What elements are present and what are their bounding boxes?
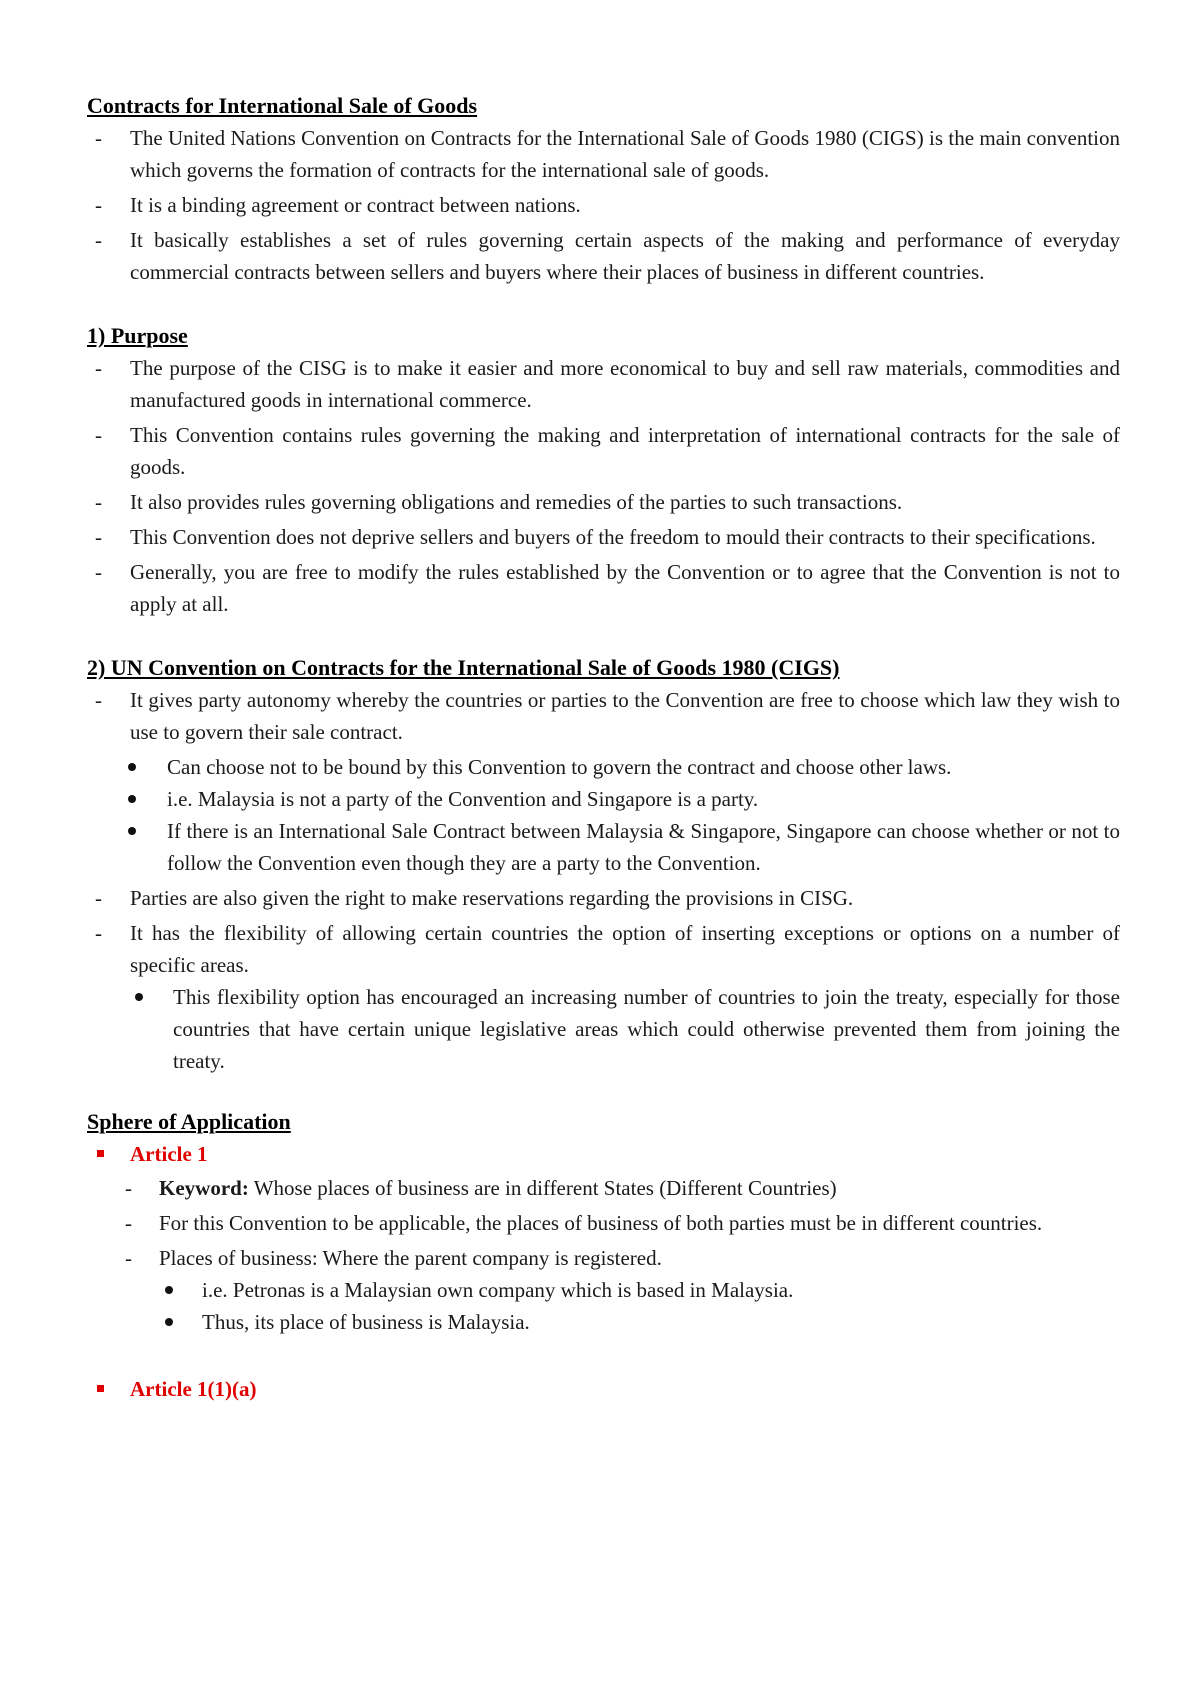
list-item (87, 684, 1120, 748)
list-item-text: For this Convention to be applicable, the places of business of both parties must be in different countries. (159, 1211, 1043, 1235)
dash-marker: - (95, 228, 102, 252)
list-item (87, 521, 1120, 553)
list-item-text: It basically establishes a set of rules governing certain aspects of the making and performance of everyday commercial contracts between sellers and buyers where their places of business in different countries. (130, 228, 1120, 284)
list-item (87, 1172, 1120, 1204)
bullet-dot-icon (128, 763, 136, 771)
list-item (87, 419, 1120, 483)
list-item-text: It gives party autonomy whereby the countries or parties to the Convention are free to choose which law they wish to use to govern their sale contract. (130, 688, 1120, 744)
spacer (87, 291, 1120, 320)
dash-marker: - (95, 688, 102, 712)
list-item (87, 882, 1120, 914)
dash-marker: - (95, 356, 102, 380)
list-item (87, 189, 1120, 221)
article-label: Article 1(1)(a) (130, 1377, 257, 1401)
dash-marker: - (95, 886, 102, 910)
spacer (87, 623, 1120, 652)
square-bullet-icon (97, 1385, 104, 1392)
dash-marker: - (95, 560, 102, 584)
article-heading (87, 1373, 1120, 1405)
dash-marker: - (125, 1211, 132, 1235)
dash-marker: - (95, 423, 102, 447)
sub-list-item-text: If there is an International Sale Contract between Malaysia & Singapore, Singapore can choose whether or not to follow the Convention even though they are a party to the Convention. (167, 819, 1120, 875)
sub-list-item-text: Can choose not to be bound by this Convention to govern the contract and choose other laws. (167, 755, 952, 779)
list-item-text: The United Nations Convention on Contracts for the International Sale of Goods 1980 (CIGS) is the main convention which governs the formation of contracts for the international sale of goods. (130, 126, 1120, 182)
list-item-text: Generally, you are free to modify the rules established by the Convention or to agree that the Convention is not to apply at all. (130, 560, 1120, 616)
list-item (87, 556, 1120, 620)
dash-marker: - (125, 1176, 132, 1200)
list-item (87, 1207, 1120, 1239)
bullet-dot-icon (128, 795, 136, 803)
sub-list-item (87, 981, 1120, 1077)
list-item-text: It is a binding agreement or contract between nations. (130, 193, 581, 217)
sub-list-item-text: Thus, its place of business is Malaysia. (202, 1310, 530, 1334)
spacer (87, 1077, 1120, 1106)
section-heading: Contracts for International Sale of Goods (87, 93, 478, 118)
sub-list-item-text: i.e. Malaysia is not a party of the Convention and Singapore is a party. (167, 787, 759, 811)
dash-marker: - (95, 490, 102, 514)
bullet-dot-icon (128, 827, 136, 835)
dash-marker: - (95, 193, 102, 217)
sub-list-item (87, 1306, 1120, 1338)
section-heading: 2) UN Convention on Contracts for the International Sale of Goods 1980 (CIGS) (87, 655, 840, 680)
sub-list-item-text: This flexibility option has encouraged an increasing number of countries to join the treaty, especially for those countries that have certain unique legislative areas which could otherwise prevented them from joining the treaty. (173, 985, 1120, 1073)
spacer (87, 1338, 1120, 1373)
sub-list-item (87, 815, 1120, 879)
list-item (87, 352, 1120, 416)
list-item (87, 224, 1120, 288)
article-label: Article 1 (130, 1142, 208, 1166)
list-item (87, 1242, 1120, 1274)
list-item-text: The purpose of the CISG is to make it easier and more economical to buy and sell raw materials, commodities and manufactured goods in international commerce. (130, 356, 1120, 412)
list-item-text: It also provides rules governing obligations and remedies of the parties to such transactions. (130, 490, 903, 514)
dash-marker: - (95, 525, 102, 549)
bullet-dot-icon (135, 993, 143, 1001)
section-heading: 1) Purpose (87, 323, 188, 348)
list-item (87, 486, 1120, 518)
list-item-text: This Convention contains rules governing the making and interpretation of international contracts for the sale of goods. (130, 423, 1120, 479)
square-bullet-icon (97, 1150, 104, 1157)
section-heading: Sphere of Application (87, 1109, 291, 1134)
dash-marker: - (95, 921, 102, 945)
list-item-text: Whose places of business are in different States (Different Countries) (248, 1176, 837, 1200)
sub-list-item (87, 751, 1120, 783)
sub-list-item (87, 1274, 1120, 1306)
bullet-dot-icon (165, 1318, 173, 1326)
article-heading (87, 1138, 1120, 1170)
dash-marker: - (95, 126, 102, 150)
keyword-label: Keyword: (159, 1176, 249, 1200)
sub-list-item-text: i.e. Petronas is a Malaysian own company which is based in Malaysia. (202, 1278, 794, 1302)
list-item-text: This Convention does not deprive sellers and buyers of the freedom to mould their contracts to their specifications. (130, 525, 1096, 549)
dash-marker: - (125, 1246, 132, 1270)
list-item (87, 122, 1120, 186)
list-item-text: Places of business: Where the parent company is registered. (159, 1246, 662, 1270)
list-item-text: It has the flexibility of allowing certain countries the option of inserting exceptions or options on a number of specific areas. (130, 921, 1120, 977)
list-item (87, 917, 1120, 981)
sub-list-item (87, 783, 1120, 815)
bullet-dot-icon (165, 1286, 173, 1294)
list-item-text: Parties are also given the right to make reservations regarding the provisions in CISG. (130, 886, 854, 910)
